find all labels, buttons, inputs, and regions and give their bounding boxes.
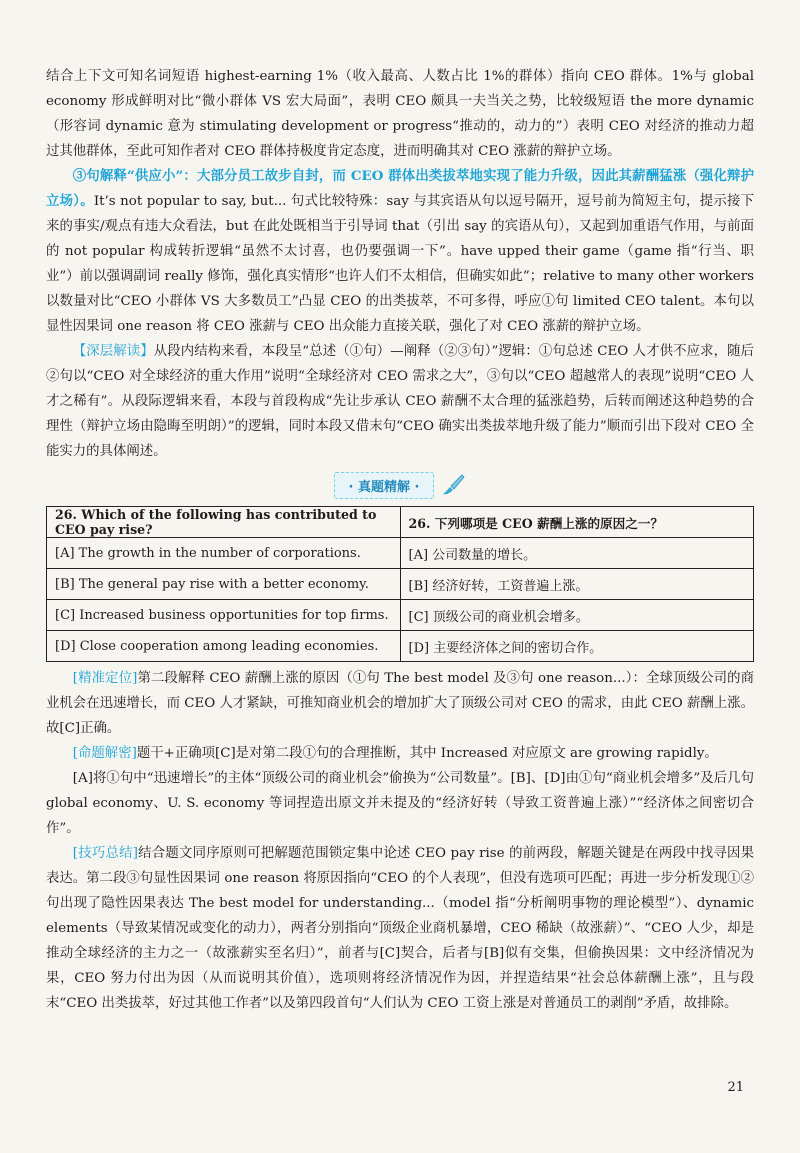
- locate-tag: [精准定位]: [72, 671, 138, 686]
- table-row: [47, 507, 754, 538]
- page-number: 21: [727, 1080, 744, 1095]
- question-table: [46, 506, 754, 662]
- option-d-zh: [D] 主要经济体之间的密切合作。: [400, 631, 754, 662]
- table-row: [47, 569, 754, 600]
- paragraph-skill: [46, 841, 754, 1016]
- skill-tag: [技巧总结]: [72, 846, 138, 861]
- question-en: 26. Which of the following has contributed to CEO pay rise?: [47, 507, 401, 538]
- sentence3-body: It’s not popular to say, but... 句式比较特殊：say 与其宾语从句以逗号隔开，逗号前为简短主句，提示接下来的事实/观点有违大众看法，but 在此处既相当于引导词 that（引出 say 的宾语从句），又起到加重语气作用，与前面的 not popular 构成转折逻辑“虽然不太讨喜，也仍要强调一下”。have upped their game（game 指“行当、职业”）前以强调副词 really 修饰，强化真实情形“也许人们不太相信，但确实如此”；relative to many other workers 以数量对比“CEO 小群体 VS 大多数员工”凸显 CEO 的出类拔萃，不可多得，呼应①句 limited CEO talent。本句以显性因果词 one reason 将 CEO 涨薪与 CEO 出众能力直接关联，强化了对 CEO 涨薪的辩护立场。: [46, 194, 754, 334]
- paragraph-locate: [46, 666, 754, 741]
- table-row: [47, 538, 754, 569]
- skill-body: 结合题文同序原则可把解题范围锁定集中论述 CEO pay rise 的前两段，解题关键是在两段中找寻因果表达。第二段③句显性因果词 one reason 将原因指向“CEO 的个人表现”，但没有选项可匹配；再进一步分析发现①②句出现了隐性因果表达 The best model for understanding...（model 指“分析阐明事物的理论模型”）、dynamic elements（导致某情况或变化的动力），两者分别指向“顶级企业商机暴增，CEO 稀缺（故涨薪）”、“CEO 人少，却是推动全球经济的主力之一（故涨薪实至名归）”，前者与[C]契合，后者与[B]似有交集，但偷换因果：文中经济情况为果，CEO 努力付出为因（从而说明其价值），选项则将经济情况作为因，并捏造结果“社会总体薪酬上涨”，且与段末“CEO 出类拔萃，好过其他工作者”以及第四段首句“人们认为 CEO 工资上涨是对普通员工的剥削”矛盾，故排除。: [46, 846, 754, 1011]
- option-b-en: [B] The general pay rise with a better economy.: [47, 569, 401, 600]
- sentence3-heading: ③句解释“供应小”：大部分员工故步自封，而 CEO 群体出类拔萃地实现了能力升级，因此其薪酬猛涨（强化辩护立场）。: [46, 168, 754, 209]
- option-b-zh: [B] 经济好转，工资普遍上涨。: [400, 569, 754, 600]
- paragraph-sentence3: [46, 164, 754, 339]
- option-a-zh: [A] 公司数量的增长。: [400, 538, 754, 569]
- section-banner: [46, 470, 754, 500]
- deep-reading-tag: 【深层解读】: [72, 344, 154, 359]
- decode-tag: [命题解密]: [72, 746, 137, 761]
- option-c-zh: [C] 顶级公司的商业机会增多。: [400, 600, 754, 631]
- brush-icon: [440, 472, 466, 498]
- question-zh: 26. 下列哪项是 CEO 薪酬上涨的原因之一？: [400, 507, 754, 538]
- option-d-en: [D] Close cooperation among leading economies.: [47, 631, 401, 662]
- option-a-en: [A] The growth in the number of corporations.: [47, 538, 401, 569]
- deep-reading-body: 从段内结构来看，本段呈“总述（①句）—阐释（②③句）”逻辑：①句总述 CEO 人才供不应求，随后②句以“CEO 对全球经济的重大作用”说明“全球经济对 CEO 需求之大”，③句以“CEO 超越常人的表现”说明“CEO 人才之稀有”。从段际逻辑来看，本段与首段构成“先让步承认 CEO 薪酬不太合理的猛涨趋势，后转而阐述这种趋势的合理性（辩护立场由隐晦至明朗）”的逻辑，同时本段又借末句“CEO 确实出类拔萃地升级了能力”顺而引出下段对 CEO 全能实力的具体阐述。: [46, 344, 755, 459]
- paragraph-deep-reading: [46, 339, 754, 464]
- decode-body: 题干+正确项[C]是对第二段①句的合理推断，其中 Increased 对应原文 are growing rapidly。: [136, 746, 718, 761]
- paragraph-intro: 结合上下文可知名词短语 highest-earning 1%（收入最高、人数占比 1%的群体）指向 CEO 群体。1%与 global economy 形成鲜明对比“微小群体 VS 宏大局面”，表明 CEO 颇具一夫当关之势，比较级短语 the more dynamic（形容词 dynamic 意为 stimulating development or progress“推动的，动力的”）表明 CEO 对经济的推动力超过其他群体，至此可知作者对 CEO 群体持极度肯定态度，进而明确其对 CEO 涨薪的辩护立场。: [46, 69, 754, 159]
- page-body: [46, 64, 754, 1016]
- paragraph-decode-distractors: [A]将①句中“迅速增长”的主体“顶级公司的商业机会”偷换为“公司数量”。[B]、[D]由①句“商业机会增多”及后几句 global economy、U. S. economy 等词捏造出原文并未提及的“经济好转（导致工资普遍上涨）”“经济体之间密切合作”。: [46, 771, 754, 836]
- paragraph-decode: [46, 741, 754, 766]
- option-c-en: [C] Increased business opportunities for top firms.: [47, 600, 401, 631]
- locate-body: 第二段解释 CEO 薪酬上涨的原因（①句 The best model 及③句 one reason...）：全球顶级公司的商业机会在迅速增长，而 CEO 人才紧缺，可推知商业机会的增加扩大了顶级公司对 CEO 的需求，由此 CEO 薪酬上涨。故[C]正确。: [46, 671, 754, 736]
- banner-label: · 真题精解 ·: [334, 472, 435, 499]
- table-row: [47, 600, 754, 631]
- table-row: [47, 631, 754, 662]
